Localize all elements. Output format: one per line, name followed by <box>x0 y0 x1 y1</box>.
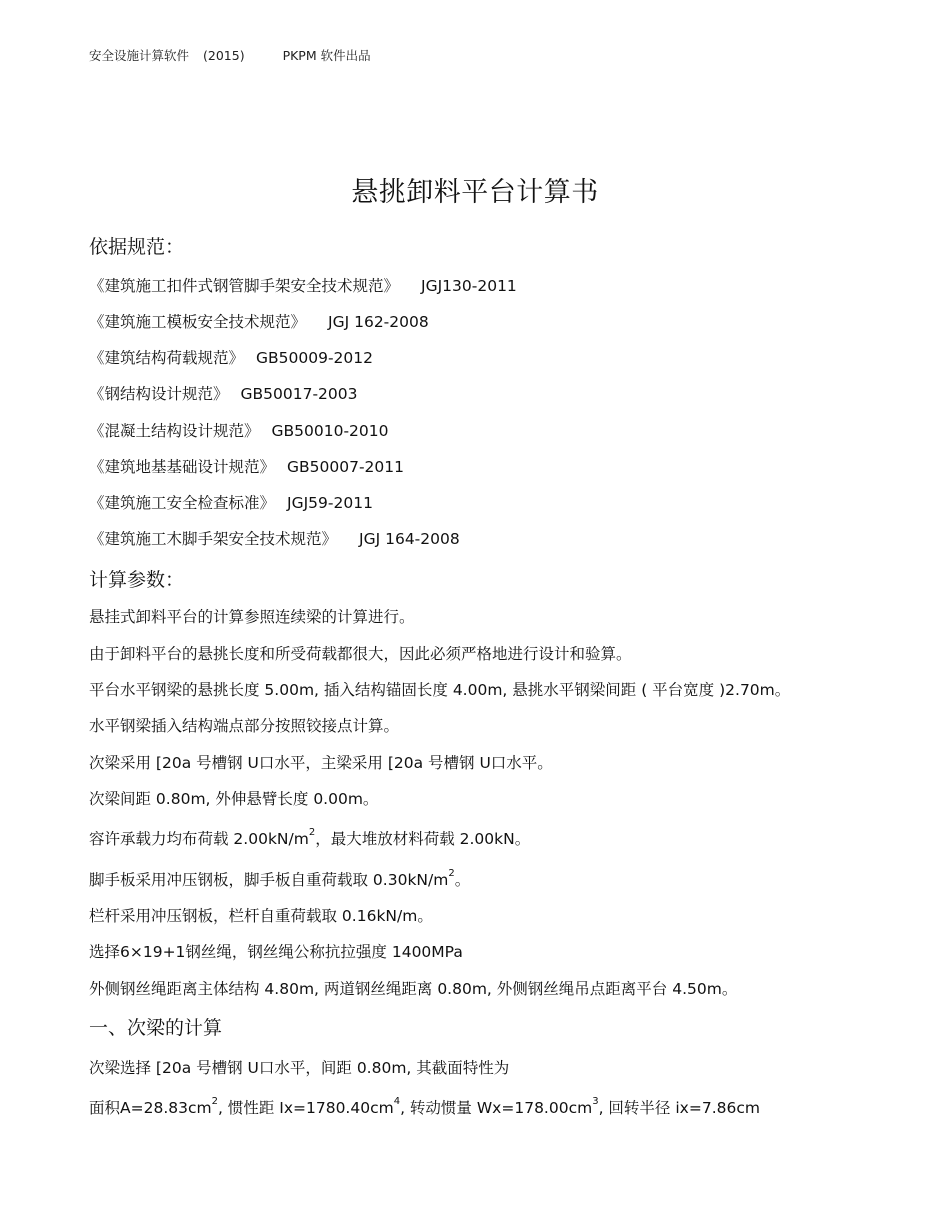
standard-item <box>89 455 404 477</box>
param-line: 水平钢梁插入结构端点部分按照铰接点计算。 <box>89 717 400 735</box>
section-text: , 回转半径 ix=7.86cm <box>598 1099 760 1117</box>
section-text: 面积A=28.83cm <box>89 1099 212 1117</box>
standard-item <box>89 382 358 404</box>
standard-code: GB50009-2012 <box>256 349 374 367</box>
section-text: , 转动惯量 Wx=178.00cm <box>400 1099 593 1117</box>
standard-item <box>89 419 389 441</box>
standard-name: 《混凝土结构设计规范》 <box>89 422 260 440</box>
param-text: 脚手板采用冲压钢板，脚手板自重荷载取 0.30kN/m <box>89 871 449 889</box>
standard-name: 《建筑施工模板安全技术规范》 <box>89 313 307 331</box>
section1-heading: 一、次梁的计算 <box>89 1017 223 1039</box>
param-text: 。 <box>454 871 471 889</box>
param-line: 由于卸料平台的悬挑长度和所受荷载都很大，因此必须严格地进行设计和验算。 <box>89 645 632 663</box>
header-software: 安全设施计算软件 <box>89 48 190 63</box>
param-line: 次梁采用 [20a 号槽钢 U口水平，主梁采用 [20a 号槽钢 U口水平。 <box>89 754 553 772</box>
standard-item <box>89 527 460 549</box>
param-line: 栏杆采用冲压钢板，栏杆自重荷载取 0.16kN/m。 <box>89 907 433 925</box>
standard-name: 《建筑施工安全检查标准》 <box>89 494 276 512</box>
superscript: 2 <box>308 827 316 838</box>
standard-code: JGJ130-2011 <box>421 277 517 295</box>
header-year: (2015) <box>203 48 245 63</box>
section-text: , 惯性距 Ix=1780.40cm <box>217 1099 394 1117</box>
standard-code: JGJ 164-2008 <box>359 530 460 548</box>
param-line: 次梁间距 0.80m, 外伸悬臂长度 0.00m。 <box>89 790 379 808</box>
standard-code: GB50010-2010 <box>271 422 389 440</box>
param-line: 悬挂式卸料平台的计算参照连续梁的计算进行。 <box>89 608 415 626</box>
section1-line: 次梁选择 [20a 号槽钢 U口水平，间距 0.80m, 其截面特性为 <box>89 1059 510 1077</box>
standard-item <box>89 310 429 332</box>
standard-name: 《建筑施工木脚手架安全技术规范》 <box>89 530 338 548</box>
param-line: 平台水平钢梁的悬挑长度 5.00m, 插入结构锚固长度 4.00m, 悬挑水平钢梁间距 ( 平台宽度 )2.70m。 <box>89 681 791 699</box>
standard-item <box>89 491 373 513</box>
param-line <box>89 827 530 849</box>
standard-item <box>89 274 517 296</box>
param-line: 选择6×19+1钢丝绳，钢丝绳公称抗拉强度 1400MPa <box>89 943 463 961</box>
standard-name: 《钢结构设计规范》 <box>89 385 229 403</box>
param-text: ，最大堆放材料荷载 2.00kN。 <box>315 830 531 848</box>
standard-name: 《建筑结构荷载规范》 <box>89 349 245 367</box>
superscript: 3 <box>592 1096 599 1107</box>
param-text: 容许承载力均布荷载 2.00kN/m <box>89 830 309 848</box>
params-heading: 计算参数： <box>89 569 185 591</box>
superscript: 2 <box>448 868 455 879</box>
standard-code: GB50007-2011 <box>287 458 405 476</box>
standard-item <box>89 346 373 368</box>
page-header <box>89 46 371 64</box>
standard-code: JGJ59-2011 <box>287 494 373 512</box>
basis-heading: 依据规范： <box>89 236 185 258</box>
standard-code: GB50017-2003 <box>240 385 358 403</box>
standard-name: 《建筑施工扣件式钢管脚手架安全技术规范》 <box>89 277 400 295</box>
header-vendor: PKPM 软件出品 <box>282 48 371 63</box>
section1-line <box>89 1096 760 1118</box>
document-title: 悬挑卸料平台计算书 <box>351 177 599 208</box>
superscript: 2 <box>211 1096 218 1107</box>
standard-name: 《建筑地基基础设计规范》 <box>89 458 276 476</box>
superscript: 4 <box>393 1096 401 1107</box>
param-line: 外侧钢丝绳距离主体结构 4.80m, 两道钢丝绳距离 0.80m, 外侧钢丝绳吊点距离平台 4.50m。 <box>89 980 738 998</box>
standard-code: JGJ 162-2008 <box>328 313 429 331</box>
param-line <box>89 868 470 890</box>
